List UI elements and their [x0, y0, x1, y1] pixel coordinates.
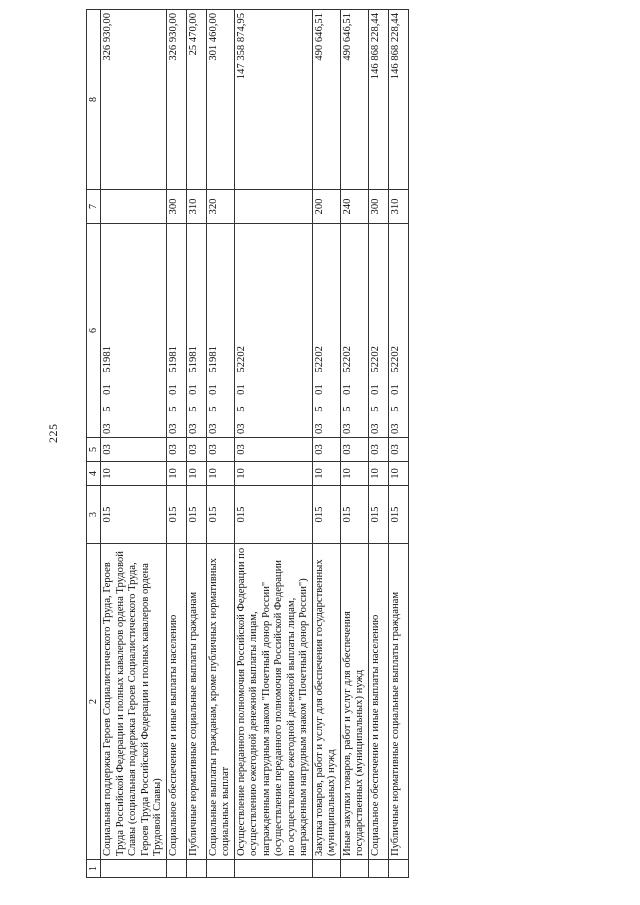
- rotated-table-wrapper: [86, 8, 409, 878]
- expense-type-cell: [101, 190, 167, 224]
- ministry-code-cell: 015: [388, 486, 408, 544]
- section-code-cell: 10: [234, 462, 312, 486]
- item-name-cell: Закупка товаров, работ и услуг для обеспечения государственных (муниципальных) нужд: [312, 544, 340, 860]
- ministry-code-cell: 015: [186, 486, 206, 544]
- table-row: [234, 10, 312, 878]
- section-code-cell: 10: [312, 462, 340, 486]
- expense-type-cell: 300: [368, 190, 388, 224]
- table-row: [340, 10, 368, 878]
- column-header: 8: [87, 10, 101, 190]
- expense-type-cell: 310: [186, 190, 206, 224]
- amount-cell: 146 868 228,44: [368, 10, 388, 190]
- column-header: 6: [87, 224, 101, 438]
- ministry-code-cell: 015: [368, 486, 388, 544]
- table-row: [166, 10, 186, 878]
- expense-type-cell: 320: [206, 190, 234, 224]
- ministry-code-cell: 015: [206, 486, 234, 544]
- ministry-code-cell: 015: [340, 486, 368, 544]
- amount-cell: 490 646,51: [312, 10, 340, 190]
- expense-type-cell: 200: [312, 190, 340, 224]
- amount-cell: 490 646,51: [340, 10, 368, 190]
- section-code-cell: 10: [101, 462, 167, 486]
- subsection-code-cell: 03: [206, 438, 234, 462]
- subsection-code-cell: 03: [368, 438, 388, 462]
- subsection-code-cell: 03: [340, 438, 368, 462]
- section-code-cell: 10: [186, 462, 206, 486]
- page-number: 225: [46, 423, 60, 443]
- subsection-code-cell: 03: [234, 438, 312, 462]
- header-row: [87, 10, 101, 878]
- amount-cell: 326 930,00: [101, 10, 167, 190]
- item-name-cell: Осуществление переданного полномочия Российской Федерации по осуществлению ежегодной денежной выплаты лицам, награжденным нагрудным знаком "Почетный донор России" (осуществление переданного полномочия Российской Федерации по осуществлению ежегодной денежной выплаты лицам, награжденным нагрудным знаком "Почетный донор России"): [234, 544, 312, 860]
- subsection-code-cell: 03: [312, 438, 340, 462]
- subsection-code-cell: 03: [101, 438, 167, 462]
- subsection-code-cell: 03: [166, 438, 186, 462]
- target-article-cell: 03 5 01 52202: [388, 224, 408, 438]
- expense-type-cell: [234, 190, 312, 224]
- ministry-code-cell: 015: [234, 486, 312, 544]
- expense-type-cell: 300: [166, 190, 186, 224]
- table-row: [388, 10, 408, 878]
- amount-cell: 25 470,00: [186, 10, 206, 190]
- item-name-cell: Социальные выплаты гражданам, кроме публичных нормативных социальных выплат: [206, 544, 234, 860]
- row-number-cell: [368, 860, 388, 878]
- table-row: [206, 10, 234, 878]
- target-article-cell: 03 5 01 51981: [206, 224, 234, 438]
- column-header: 5: [87, 438, 101, 462]
- table-row: [101, 10, 167, 878]
- expense-type-cell: 310: [388, 190, 408, 224]
- item-name-cell: Иные закупки товаров, работ и услуг для обеспечения государственных (муниципальных) нужд: [340, 544, 368, 860]
- ministry-code-cell: 015: [101, 486, 167, 544]
- row-number-cell: [388, 860, 408, 878]
- amount-cell: 146 868 228,44: [388, 10, 408, 190]
- target-article-cell: 03 5 01 51981: [166, 224, 186, 438]
- section-code-cell: 10: [166, 462, 186, 486]
- item-name-cell: Социальная поддержка Героев Социалистического Труда, Героев Труда Российской Федерации и полных кавалеров ордена Трудовой Славы (социальная поддержка Героев Социалистического Труда, Героев Труда Российской Федерации и полных кавалеров ордена Трудовой Славы): [101, 544, 167, 860]
- item-name-cell: Публичные нормативные социальные выплаты гражданам: [388, 544, 408, 860]
- target-article-cell: 03 5 01 51981: [186, 224, 206, 438]
- budget-table: [86, 9, 409, 878]
- section-code-cell: 10: [388, 462, 408, 486]
- table-row: [312, 10, 340, 878]
- ministry-code-cell: 015: [312, 486, 340, 544]
- target-article-cell: 03 5 01 51981: [101, 224, 167, 438]
- amount-cell: 301 460,00: [206, 10, 234, 190]
- section-code-cell: 10: [340, 462, 368, 486]
- amount-cell: 326 930,00: [166, 10, 186, 190]
- row-number-cell: [101, 860, 167, 878]
- expense-type-cell: 240: [340, 190, 368, 224]
- section-code-cell: 10: [206, 462, 234, 486]
- ministry-code-cell: 015: [166, 486, 186, 544]
- column-header: 2: [87, 544, 101, 860]
- item-name-cell: Публичные нормативные социальные выплаты гражданам: [186, 544, 206, 860]
- target-article-cell: 03 5 01 52202: [312, 224, 340, 438]
- row-number-cell: [206, 860, 234, 878]
- table-row: [368, 10, 388, 878]
- column-header: 7: [87, 190, 101, 224]
- row-number-cell: [340, 860, 368, 878]
- section-code-cell: 10: [368, 462, 388, 486]
- row-number-cell: [186, 860, 206, 878]
- table-row: [186, 10, 206, 878]
- target-article-cell: 03 5 01 52202: [340, 224, 368, 438]
- target-article-cell: 03 5 01 52202: [368, 224, 388, 438]
- row-number-cell: [166, 860, 186, 878]
- item-name-cell: Социальное обеспечение и иные выплаты населению: [166, 544, 186, 860]
- subsection-code-cell: 03: [186, 438, 206, 462]
- column-header: 3: [87, 486, 101, 544]
- target-article-cell: 03 5 01 52202: [234, 224, 312, 438]
- column-header: 1: [87, 860, 101, 878]
- amount-cell: 147 358 874,95: [234, 10, 312, 190]
- item-name-cell: Социальное обеспечение и иные выплаты населению: [368, 544, 388, 860]
- subsection-code-cell: 03: [388, 438, 408, 462]
- row-number-cell: [312, 860, 340, 878]
- column-header: 4: [87, 462, 101, 486]
- row-number-cell: [234, 860, 312, 878]
